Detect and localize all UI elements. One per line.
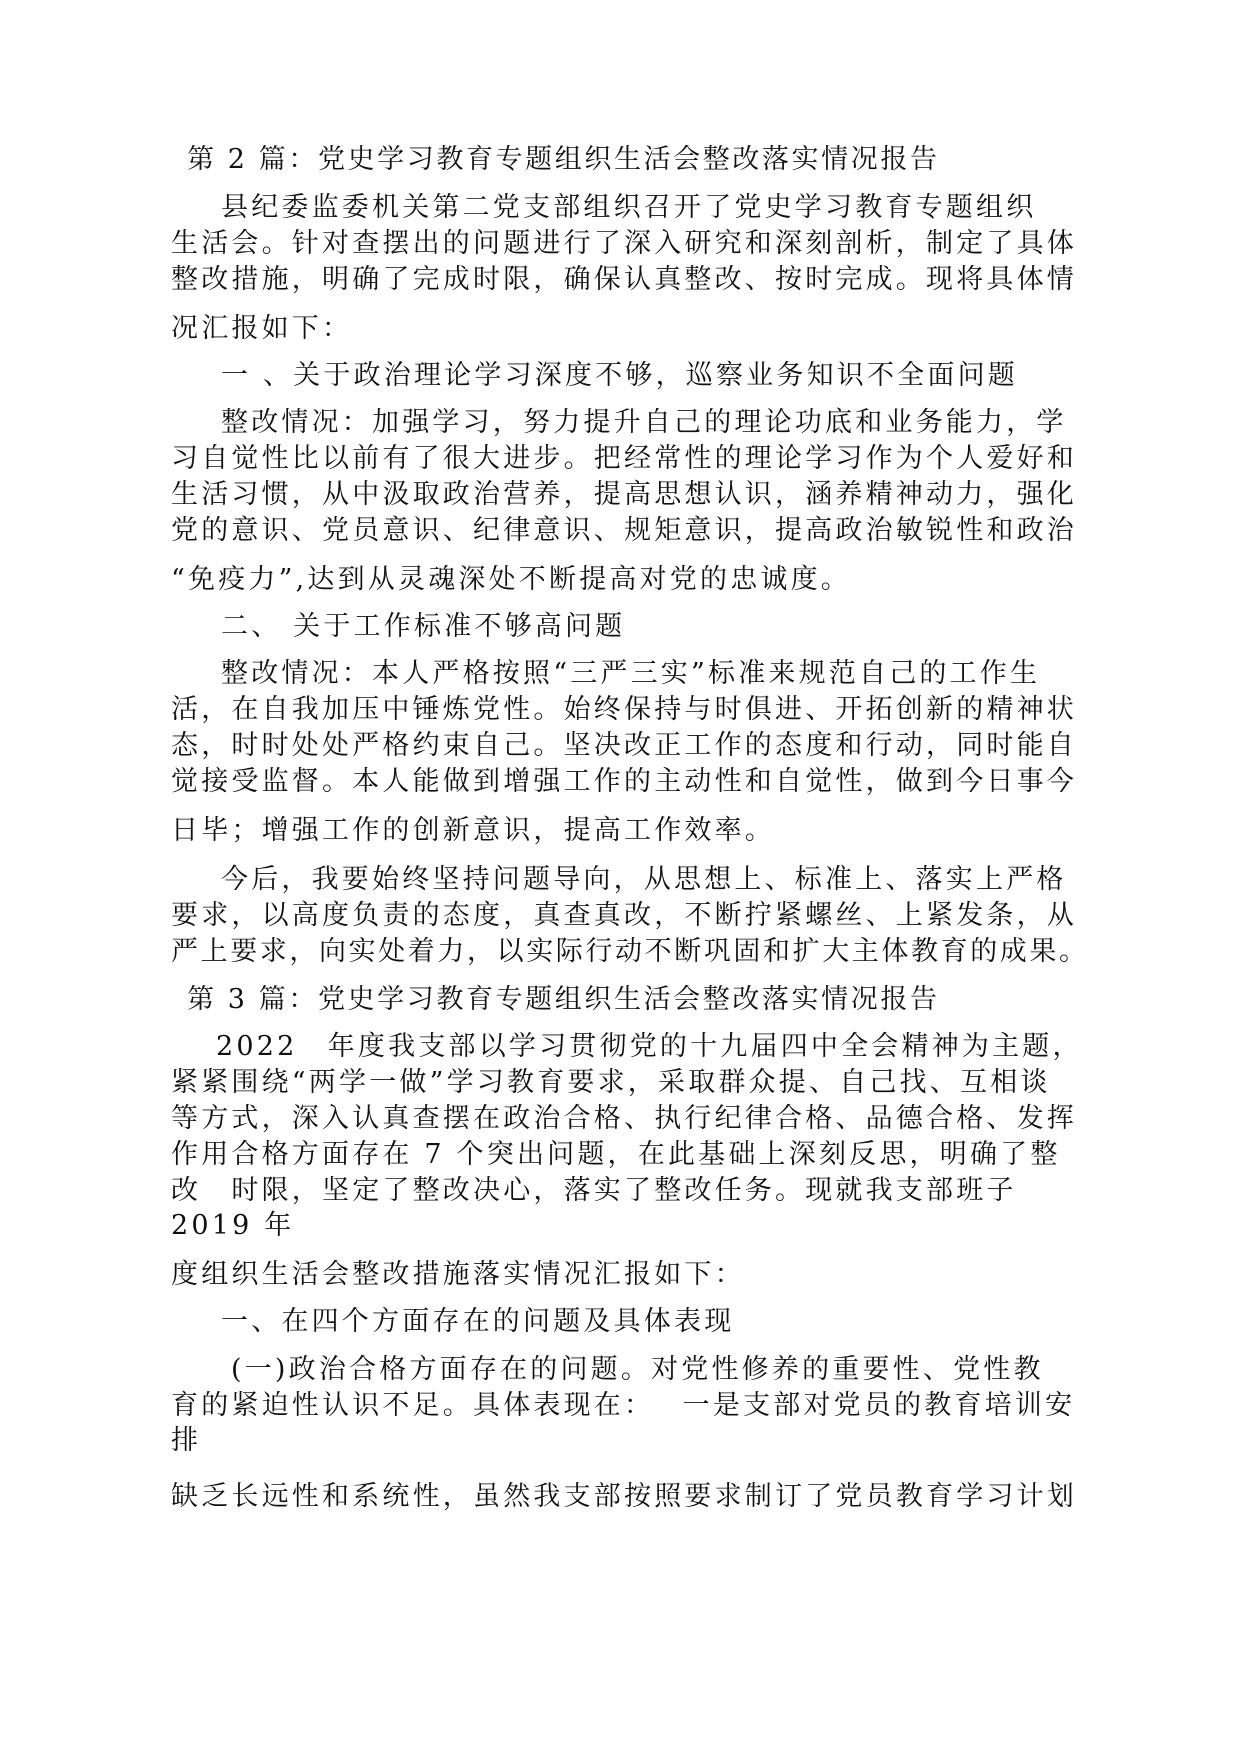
paragraph-line: 育的紧迫性认识不足。具体表现在： 一是支部对党员的教育培训安 (171, 1390, 1076, 1421)
paragraph-line: 活，在自我加压中锤炼党性。始终保持与时俱进、开拓创新的精神状 (171, 694, 1077, 725)
paragraph-line: 作用合格方面存在 7 个突出问题，在此基础上深刻反思，明确了整 (171, 1139, 1061, 1170)
paragraph-line: 生活习惯，从中汲取政治营养，提高思想认识，涵养精神动力，强化 (171, 479, 1077, 510)
paragraph-line: 况汇报如下： (171, 313, 353, 344)
paragraph-line: 2022 年度我支部以学习贯彻党的十九届四中全会精神为主题， (216, 1031, 1083, 1062)
paragraph-line: 排 (171, 1425, 202, 1456)
paragraph-line: (一)政治合格方面存在的问题。对党性修养的重要性、党性教 (231, 1354, 1044, 1385)
paragraph-line: 要求，以高度负责的态度，真查真改，不断拧紧螺丝、上紧发条，从 (171, 900, 1077, 931)
paragraph-line: 习自觉性比以前有了很大进步。把经常性的理论学习作为个人爱好和 (171, 443, 1077, 474)
paragraph-line: 2019 年 (171, 1210, 295, 1241)
paragraph-line: 生活会。针对查摆出的问题进行了深入研究和深刻剖析，制定了具体 (171, 228, 1077, 259)
paragraph-line: 度组织生活会整改措施落实情况汇报如下： (171, 1259, 745, 1290)
paragraph-line: 整改情况：本人严格按照“三严三实”标准来规范自己的工作生 (221, 658, 1041, 689)
paragraph-line: “免疫力”,达到从灵魂深处不断提高对党的忠诚度。 (171, 564, 851, 595)
paragraph-line: 缺乏长远性和系统性，虽然我支部按照要求制订了党员教育学习计划 (171, 1481, 1077, 1512)
paragraph-line: 整改情况：加强学习，努力提升自己的理论功底和业务能力，学 (221, 407, 1067, 438)
paragraph-line: 今后，我要始终坚持问题导向，从思想上、标准上、落实上严格 (221, 864, 1067, 895)
paragraph-line: 县纪委监委机关第二党支部组织召开了党史学习教育专题组织 (221, 192, 1037, 223)
paragraph-line: 整改措施，明确了完成时限，确保认真整改、按时完成。现将具体情 (171, 264, 1077, 295)
paragraph-line: 紧紧围绕“两学一做”学习教育要求，采取群众提、自己找、互相谈 (171, 1067, 1051, 1098)
section-heading: 第 3 篇：党史学习教育专题组织生活会整改落实情况报告 (187, 984, 940, 1015)
subsection-heading: 二、 关于工作标准不够高问题 (221, 611, 626, 642)
paragraph-line: 党的意识、党员意识、纪律意识、规矩意识，提高政治敏锐性和政治 (171, 515, 1077, 546)
paragraph-line: 严上要求，向实处着力，以实际行动不断巩固和扩大主体教育的成果。 (171, 936, 1089, 967)
subsection-heading: 一、在四个方面存在的问题及具体表现 (221, 1306, 735, 1337)
subsection-heading: 一 、关于政治理论学习深度不够，巡察业务知识不全面问题 (221, 360, 1018, 391)
paragraph-line: 等方式，深入认真查摆在政治合格、执行纪律合格、品德合格、发挥 (171, 1103, 1077, 1134)
paragraph-line: 态，时时处处严格约束自己。坚决改正工作的态度和行动，同时能自 (171, 730, 1077, 761)
paragraph-line: 改 时限，坚定了整改决心，落实了整改任务。现就我支部班子 (171, 1175, 1017, 1206)
paragraph-line: 日毕；增强工作的创新意识，提高工作效率。 (171, 815, 775, 846)
paragraph-line: 觉接受监督。本人能做到增强工作的主动性和自觉性，做到今日事今 (171, 766, 1077, 797)
section-heading: 第 2 篇：党史学习教育专题组织生活会整改落实情况报告 (187, 144, 940, 175)
